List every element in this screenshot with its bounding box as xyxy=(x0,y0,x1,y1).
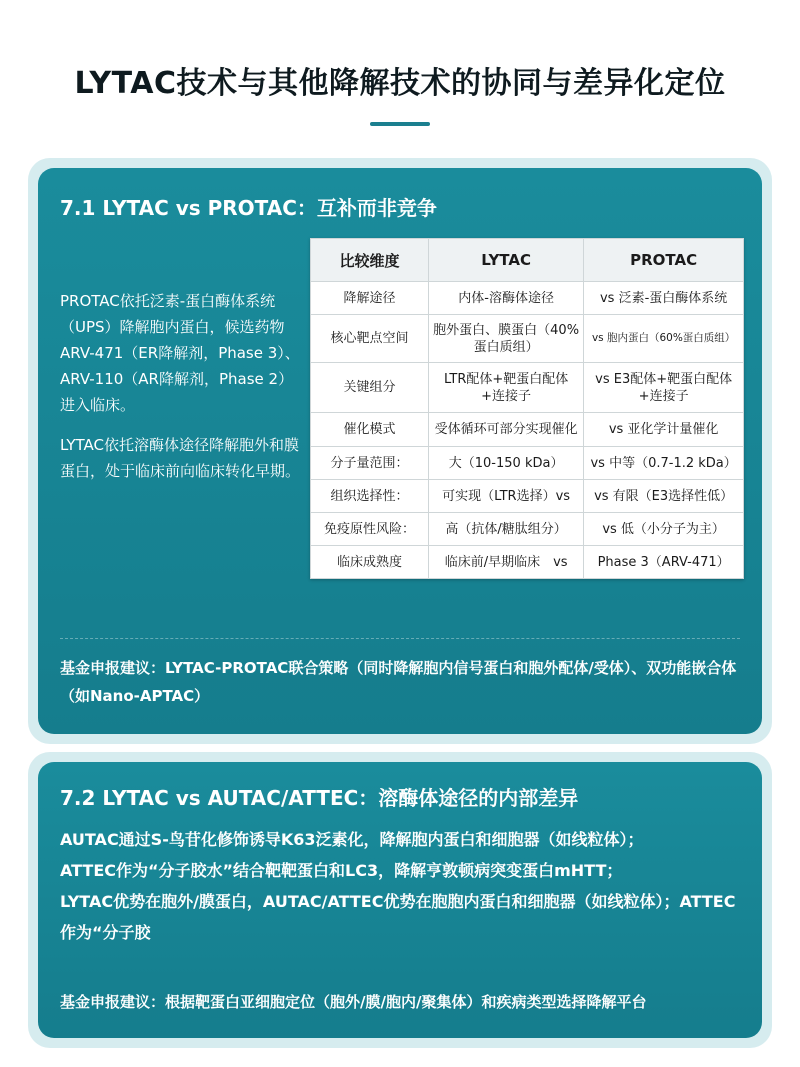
table-row xyxy=(311,447,744,480)
body-line-comparison: LYTAC优势在胞外/膜蛋白，AUTAC/ATTEC优势在胞胞内蛋白和细胞器（如线粒体）；ATTEC作为“分子胶 xyxy=(60,892,736,942)
table-row xyxy=(311,363,744,413)
table-cell-dimension: 催化模式 xyxy=(311,413,429,447)
table-cell-lytac: 临床前/早期临床 vs xyxy=(428,546,583,579)
section-7-1-fund-note: 基金申报建议：LYTAC-PROTAC联合策略（同时降解胞内信号蛋白和胞外配体/受体）、双功能嵌合体（如Nano-APTAC） xyxy=(60,659,737,705)
table-row xyxy=(311,546,744,579)
table-cell-protac: vs 低（小分子为主） xyxy=(584,513,744,546)
table-cell-protac: vs 泛素-蛋白酶体系统 xyxy=(584,282,744,315)
table-cell-lytac: 大（10-150 kDa） xyxy=(428,447,583,480)
section-7-1-intro xyxy=(60,288,305,498)
intro-paragraph-lytac: LYTAC依托溶酶体途径降解胞外和膜蛋白，处于临床前向临床转化早期。 xyxy=(60,436,301,480)
section-7-2-card xyxy=(38,762,762,1038)
table-row xyxy=(311,282,744,315)
section-7-2-card-frame xyxy=(28,752,772,1048)
body-line-autac: AUTAC通过S-鸟苷化修饰诱导K63泛素化，降解胞内蛋白和细胞器（如线粒体）； xyxy=(60,830,644,849)
title-underline xyxy=(370,122,430,126)
section-7-2-body xyxy=(60,824,750,948)
intro-paragraph-protac: PROTAC依托泛素-蛋白酶体系统（UPS）降解胞内蛋白，候选药物ARV-471（ER降解剂，Phase 3）、ARV-110（AR降解剂，Phase 2）进入临床。 xyxy=(60,292,300,414)
table-cell-protac: vs E3配体+靶蛋白配体+连接子 xyxy=(584,363,744,413)
table-cell-dimension: 关键组分 xyxy=(311,363,429,413)
comparison-table xyxy=(310,238,744,579)
section-7-1-card xyxy=(38,168,762,734)
table-cell-lytac: 内体-溶酶体途径 xyxy=(428,282,583,315)
table-cell-protac: vs 中等（0.7-1.2 kDa） xyxy=(584,447,744,480)
section-divider xyxy=(60,638,740,639)
section-7-1-card-frame xyxy=(28,158,772,744)
body-line-attec: ATTEC作为“分子胶水”结合靶靶蛋白和LC3，降解亨敦顿病突变蛋白mHTT； xyxy=(60,861,623,880)
table-header-row xyxy=(311,239,744,282)
section-7-2-fund-note: 基金申报建议：根据靶蛋白亚细胞定位（胞外/膜/胞内/聚集体）和疾病类型选择降解平台 xyxy=(60,993,647,1011)
table-cell-dimension: 核心靶点空间 xyxy=(311,315,429,363)
section-7-1-heading: 7.1 LYTAC vs PROTAC：互补而非竞争 xyxy=(60,196,437,220)
table-row xyxy=(311,413,744,447)
table-cell-dimension: 分子量范围： xyxy=(311,447,429,480)
page-title: LYTAC技术与其他降解技术的协同与差异化定位 xyxy=(74,66,726,101)
table-cell-lytac: 受体循环可部分实现催化 xyxy=(428,413,583,447)
table-cell-protac: vs 亚化学计量催化 xyxy=(584,413,744,447)
table-cell-dimension: 降解途径 xyxy=(311,282,429,315)
table-cell-dimension: 组织选择性： xyxy=(311,480,429,513)
table-header-protac: PROTAC xyxy=(584,239,744,282)
table-cell-protac: vs 胞内蛋白（60%蛋白质组） xyxy=(584,315,744,363)
table-cell-dimension: 临床成熟度 xyxy=(311,546,429,579)
table-row xyxy=(311,315,744,363)
table-cell-protac: vs 有限（E3选择性低） xyxy=(584,480,744,513)
table-row xyxy=(311,513,744,546)
section-7-2-heading: 7.2 LYTAC vs AUTAC/ATTEC：溶酶体途径的内部差异 xyxy=(60,786,579,810)
table-cell-protac: Phase 3（ARV-471） xyxy=(584,546,744,579)
table-row xyxy=(311,480,744,513)
table-cell-lytac: 可实现（LTR选择）vs xyxy=(428,480,583,513)
table-header-dimension: 比较维度 xyxy=(311,239,429,282)
table-cell-lytac: LTR配体+靶蛋白配体+连接子 xyxy=(428,363,583,413)
table-cell-dimension: 免疫原性风险： xyxy=(311,513,429,546)
table-cell-lytac: 高（抗体/糖肽组分） xyxy=(428,513,583,546)
table-header-lytac: LYTAC xyxy=(428,239,583,282)
table-cell-lytac: 胞外蛋白、膜蛋白（40%蛋白质组） xyxy=(428,315,583,363)
